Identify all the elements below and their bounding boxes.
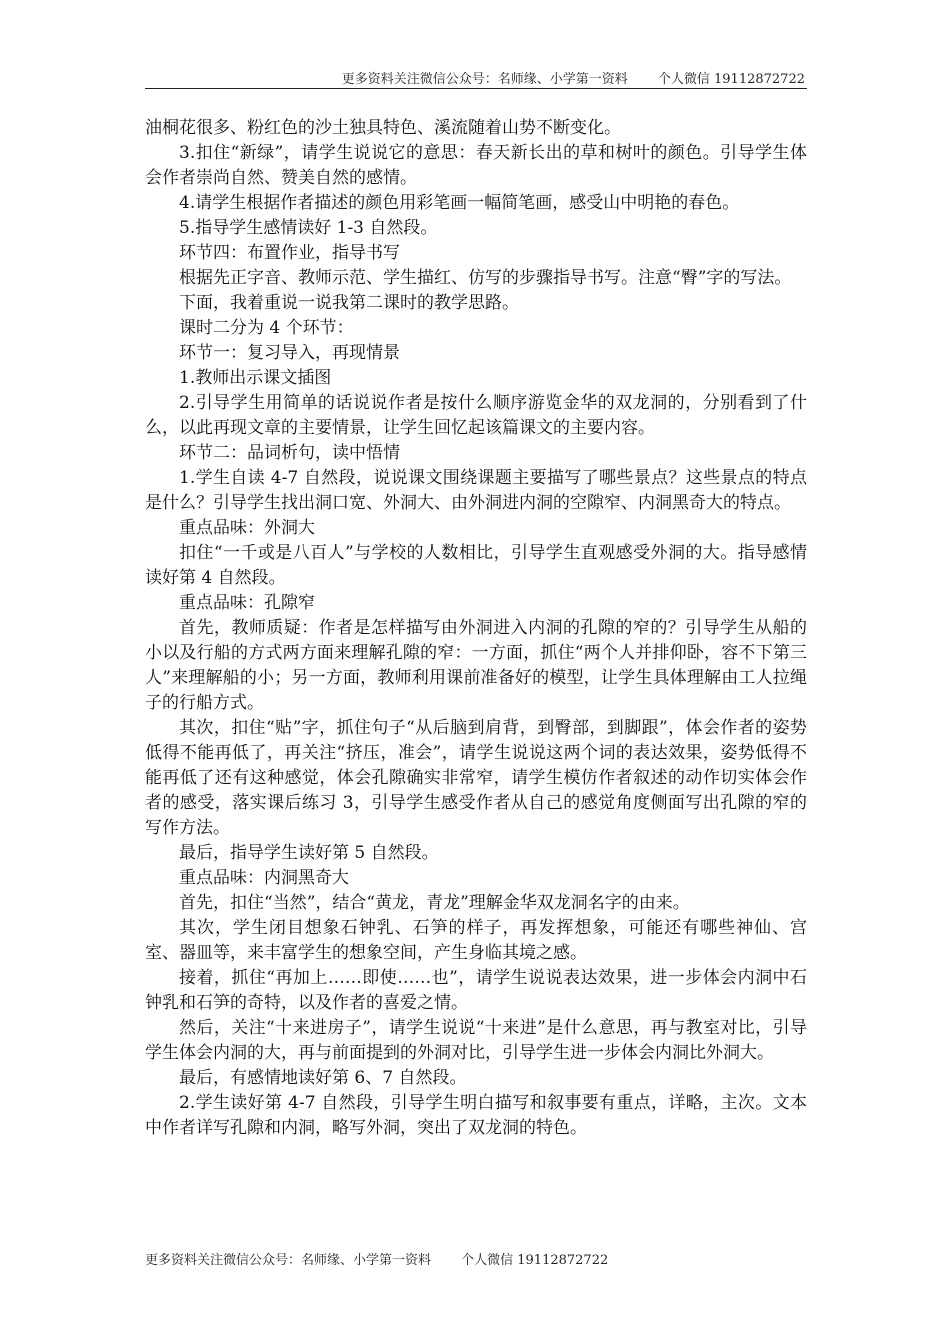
paragraph: 4.请学生根据作者描述的颜色用彩笔画一幅简笔画，感受山中明艳的春色。: [179, 193, 740, 213]
paragraph: 最后，指导学生读好第 5 自然段。: [179, 843, 439, 863]
paragraph: 1.教师出示课文插图: [179, 368, 332, 388]
paragraph: 首先，教师质疑：作者是怎样描写由外洞进入内洞的孔隙的窄的？引导学生从船的小以及行船的方式两方面来理解孔隙的窄：一方面，抓住“两个人并排仰卧，容不下第三人”来理解船的小；另一方面，教师利用课前准备好的模型，让学生具体理解由工人拉绳子的行船方式。: [145, 618, 807, 713]
page-footer: 更多资料关注微信公众号：名师缘、小学第一资料 个人微信 19112872722: [145, 1253, 609, 1268]
paragraph: 3.扣住“新绿”，请学生说说它的意思：春天新长出的草和树叶的颜色。引导学生体会作者崇尚自然、赞美自然的感情。: [145, 143, 807, 188]
paragraph: 然后，关注“十来进房子”，请学生说说“十来进”是什么意思，再与教室对比，引导学生体会内洞的大，再与前面提到的外洞对比，引导学生进一步体会内洞比外洞大。: [145, 1018, 807, 1063]
paragraph: 重点品味：外洞大: [179, 518, 315, 538]
paragraph: 2.引导学生用简单的话说说作者是按什么顺序游览金华的双龙洞的，分别看到了什么，以此再现文章的主要情景，让学生回忆起该篇课文的主要内容。: [145, 393, 807, 438]
paragraph: 其次，学生闭目想象石钟乳、石笋的样子，再发挥想象，可能还有哪些神仙、宫室、器皿等，来丰富学生的想象空间，产生身临其境之感。: [145, 918, 807, 963]
paragraph: 课时二分为 4 个环节：: [179, 318, 354, 338]
paragraph: 最后，有感情地读好第 6、7 自然段。: [179, 1068, 467, 1088]
paragraph: 5.指导学生感情读好 1-3 自然段。: [179, 218, 438, 238]
paragraph: 环节二：品词析句，读中悟情: [179, 443, 400, 463]
document-body: [145, 116, 807, 1141]
header-rule: [145, 88, 807, 89]
paragraph: 2.学生读好第 4-7 自然段，引导学生明白描写和叙事要有重点，详略，主次。文本中作者详写孔隙和内洞，略写外洞，突出了双龙洞的特色。: [145, 1093, 807, 1138]
paragraph: 环节一：复习导入，再现情景: [179, 343, 400, 363]
paragraph: 1.学生自读 4-7 自然段，说说课文围绕课题主要描写了哪些景点？这些景点的特点是什么？引导学生找出洞口宽、外洞大、由外洞进内洞的空隙窄、内洞黑奇大的特点。: [145, 468, 807, 513]
paragraph: 接着，抓住“再加上……即使……也”，请学生说说表达效果，进一步体会内洞中石钟乳和石笋的奇特，以及作者的喜爱之情。: [145, 968, 807, 1013]
paragraph: 根据先正字音、教师示范、学生描红、仿写的步骤指导书写。注意“臀”字的写法。: [179, 268, 792, 288]
paragraph: 重点品味：孔隙窄: [179, 593, 315, 613]
paragraph: 下面，我着重说一说我第二课时的教学思路。: [179, 293, 519, 313]
paragraph: 重点品味：内洞黑奇大: [179, 868, 349, 888]
page-header: 更多资料关注微信公众号：名师缘、小学第一资料 个人微信 19112872722: [341, 72, 805, 87]
paragraph: 首先，扣住“当然”，结合“黄龙，青龙”理解金华双龙洞名字的由来。: [179, 893, 690, 913]
paragraph: 其次，扣住“贴”字，抓住句子“从后脑到肩背，到臀部，到脚跟”，体会作者的姿势低得不能再低了，再关注“挤压，准会”，请学生说说这两个词的表达效果，姿势低得不能再低了还有这种感觉，体会孔隙确实非常窄，请学生模仿作者叙述的动作切实体会作者的感受，落实课后练习 3，引导学生感受作者从自己的感觉角度侧面写出孔隙的窄的写作方法。: [145, 718, 807, 838]
paragraph: 扣住“一千或是八百人”与学校的人数相比，引导学生直观感受外洞的大。指导感情读好第 4 自然段。: [145, 543, 807, 588]
paragraph: 环节四：布置作业，指导书写: [179, 243, 400, 263]
paragraph: 油桐花很多、粉红色的沙土独具特色、溪流随着山势不断变化。: [145, 118, 621, 138]
